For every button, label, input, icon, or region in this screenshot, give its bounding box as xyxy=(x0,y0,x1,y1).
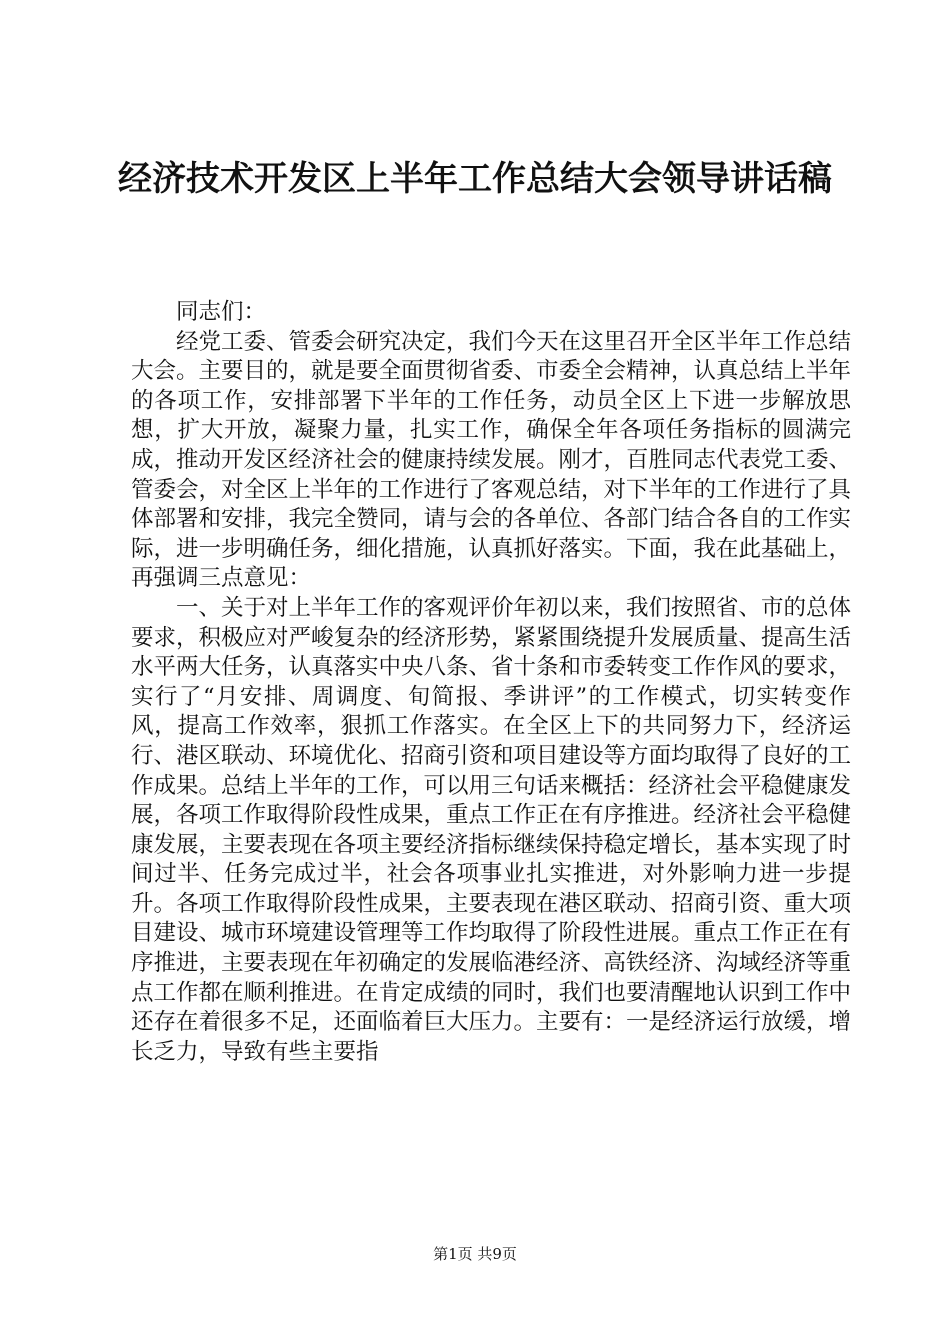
intro-paragraph: 经党工委、管委会研究决定，我们今天在这里召开全区半年工作总结大会。主要目的，就是要全面贯彻省委、市委全会精神，认真总结上半年的各项工作，安排部署下半年的工作任务，动员全区上下进一步解放思想，扩大开放，凝聚力量，扎实工作，确保全年各项任务指标的圆满完成，推动开发区经济社会的健康持续发展。刚才，百胜同志代表党工委、管委会，对全区上半年的工作进行了客观总结，对下半年的工作进行了具体部署和安排，我完全赞同，请与会的各单位、各部门结合各自的工作实际，进一步明确任务，细化措施，认真抓好落实。下面，我在此基础上，再强调三点意见： xyxy=(131,328,852,592)
page-number-footer: 第1页 共9页 xyxy=(433,1245,517,1263)
document-title: 经济技术开发区上半年工作总结大会领导讲话稿 xyxy=(118,159,832,199)
document-body xyxy=(131,298,851,1067)
section-one-paragraph: 一、关于对上半年工作的客观评价年初以来，我们按照省、市的总体要求，积极应对严峻复杂的经济形势，紧紧围绕提升发展质量、提高生活水平两大任务，认真落实中央八条、省十条和市委转变工作作风的要求，实行了“月安排、周调度、旬简报、季讲评”的工作模式，切实转变作风，提高工作效率，狠抓工作落实。在全区上下的共同努力下，经济运行、港区联动、环境优化、招商引资和项目建设等方面均取得了良好的工作成果。总结上半年的工作，可以用三句话来概括：经济社会平稳健康发展，各项工作取得阶段性成果，重点工作正在有序推进。经济社会平稳健康发展，主要表现在各项主要经济指标继续保持稳定增长，基本实现了时间过半、任务完成过半，社会各项事业扎实推进，对外影响力进一步提升。各项工作取得阶段性成果，主要表现在港区联动、招商引资、重大项目建设、城市环境建设管理等工作均取得了阶段性进展。重点工作正在有序推进，主要表现在年初确定的发展临港经济、高铁经济、沟域经济等重点工作都在顺利推进。在肯定成绩的同时，我们也要清醒地认识到工作中还存在着很多不足，还面临着巨大压力。主要有：一是经济运行放缓，增长乏力，导致有些主要指 xyxy=(131,594,852,1065)
salutation-paragraph: 同志们： xyxy=(176,299,267,325)
